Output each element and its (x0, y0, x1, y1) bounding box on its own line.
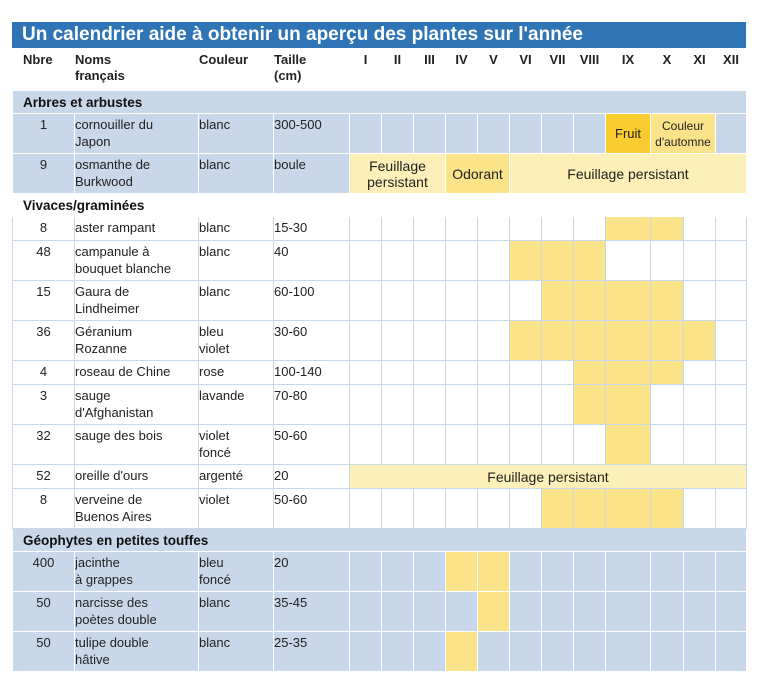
cell-nom (75, 552, 199, 592)
table-row (13, 592, 747, 632)
bloom-cell (606, 281, 651, 321)
month-cell (414, 281, 446, 321)
couleur-line2: foncé (199, 445, 231, 460)
nom-line2: Buenos Aires (75, 509, 152, 524)
bloom-cell (606, 425, 651, 465)
cell-nbre: 48 (13, 241, 75, 281)
month-cell (606, 241, 651, 281)
month-cell (606, 592, 651, 632)
cell-nbre: 3 (13, 385, 75, 425)
month-cell (510, 361, 542, 385)
nom-line1: jacinthe (75, 555, 120, 570)
month-cell (382, 361, 414, 385)
month-cell (542, 217, 574, 241)
month-cell (446, 321, 478, 361)
month-cell (446, 114, 478, 154)
month-cell (716, 385, 747, 425)
month-cell (651, 552, 684, 592)
month-header: VI (510, 49, 542, 91)
cell-couleur (199, 552, 274, 592)
cell-nbre: 4 (13, 361, 75, 385)
month-cell (446, 241, 478, 281)
month-cell (651, 632, 684, 672)
month-cell (716, 552, 747, 592)
nom-line1: narcisse des (75, 595, 148, 610)
nom-line1: verveine de (75, 492, 143, 507)
table-row (13, 465, 747, 489)
month-cell (350, 425, 382, 465)
bloom-cell (574, 489, 606, 529)
section-label: Arbres et arbustes (13, 91, 747, 114)
month-cell (574, 425, 606, 465)
nom-line2: bouquet blanche (75, 261, 172, 276)
month-cell (350, 552, 382, 592)
month-cell (414, 489, 446, 529)
month-cell (478, 281, 510, 321)
month-cell (684, 361, 716, 385)
table-row (13, 632, 747, 672)
month-header: IV (446, 49, 478, 91)
header-nbre: Nbre (13, 49, 75, 91)
month-cell (478, 217, 510, 241)
table-row (13, 321, 747, 361)
month-cell (684, 385, 716, 425)
bloom-cell (446, 552, 478, 592)
evergreen-line1: Feuillage (369, 157, 426, 174)
nom-line2: poètes double (75, 612, 157, 627)
bloom-cell (478, 592, 510, 632)
cell-nbre: 8 (13, 217, 75, 241)
section-header (13, 194, 747, 217)
cell-couleur: blanc (199, 154, 274, 194)
bloom-cell (606, 489, 651, 529)
month-cell (684, 425, 716, 465)
cell-taille: 300-500 (274, 114, 350, 154)
evergreen-band (350, 154, 446, 194)
month-header: III (414, 49, 446, 91)
cell-couleur (199, 321, 274, 361)
month-cell (382, 114, 414, 154)
bloom-cell (574, 281, 606, 321)
cell-nom (75, 592, 199, 632)
month-cell (350, 361, 382, 385)
cell-taille: 30-60 (274, 321, 350, 361)
nom-line1: Géranium (75, 324, 133, 339)
cell-taille: 35-45 (274, 592, 350, 632)
bloom-cell (651, 321, 684, 361)
month-cell (510, 425, 542, 465)
bloom-cell (542, 281, 574, 321)
cell-couleur (199, 425, 274, 465)
month-cell (542, 361, 574, 385)
month-cell (651, 241, 684, 281)
cell-taille: 50-60 (274, 489, 350, 529)
month-cell (478, 632, 510, 672)
bloom-cell (606, 361, 651, 385)
cell-taille: 20 (274, 465, 350, 489)
cell-taille: 70-80 (274, 385, 350, 425)
cell-nom: aster rampant (75, 217, 199, 241)
bloom-cell (651, 361, 684, 385)
month-cell (542, 592, 574, 632)
month-cell (446, 489, 478, 529)
month-cell (382, 632, 414, 672)
table-row (13, 361, 747, 385)
header-taille-line1: Taille (274, 52, 307, 67)
cell-couleur: blanc (199, 241, 274, 281)
bloom-cell (574, 361, 606, 385)
month-cell (574, 217, 606, 241)
cell-taille: 40 (274, 241, 350, 281)
table-row (13, 489, 747, 529)
month-cell (542, 425, 574, 465)
month-cell (446, 281, 478, 321)
cell-nom (75, 281, 199, 321)
cell-nbre: 8 (13, 489, 75, 529)
month-header: VIII (574, 49, 606, 91)
nom-line1: campanule à (75, 244, 150, 259)
bloom-cell (606, 321, 651, 361)
month-cell (510, 114, 542, 154)
evergreen-line2: persistant (367, 173, 428, 190)
cell-nbre: 400 (13, 552, 75, 592)
month-cell (684, 592, 716, 632)
month-cell (446, 385, 478, 425)
month-cell (478, 321, 510, 361)
cell-nom: sauge des bois (75, 425, 199, 465)
page-title: Un calendrier aide à obtenir un aperçu des plantes sur l'année (12, 22, 746, 48)
month-cell (446, 361, 478, 385)
month-cell (446, 592, 478, 632)
month-cell (446, 217, 478, 241)
month-cell (350, 632, 382, 672)
cell-nom (75, 321, 199, 361)
cell-nom (75, 154, 199, 194)
bloom-cell (684, 321, 716, 361)
nom-line2: Japon (75, 134, 111, 149)
month-cell (606, 552, 651, 592)
fruit-band: Fruit (606, 114, 651, 154)
nom-line1: sauge (75, 388, 111, 403)
bloom-cell (574, 241, 606, 281)
nom-line2: Burkwood (75, 174, 133, 189)
month-cell (414, 385, 446, 425)
section-label: Géophytes en petites touffes (13, 529, 747, 552)
cell-nbre: 9 (13, 154, 75, 194)
fragrant-band: Odorant (446, 154, 510, 194)
month-cell (414, 217, 446, 241)
month-cell (651, 385, 684, 425)
table-row (13, 552, 747, 592)
month-cell (542, 114, 574, 154)
month-cell (684, 217, 716, 241)
month-cell (414, 321, 446, 361)
month-cell (542, 632, 574, 672)
month-header: VII (542, 49, 574, 91)
cell-nbre: 36 (13, 321, 75, 361)
month-cell (382, 217, 414, 241)
nom-line1: Gaura de (75, 284, 130, 299)
month-cell (684, 241, 716, 281)
bloom-cell (651, 217, 684, 241)
table-row (13, 241, 747, 281)
nom-line1: cornouiller du (75, 117, 154, 132)
month-cell (478, 114, 510, 154)
cell-nbre: 50 (13, 592, 75, 632)
month-cell (510, 592, 542, 632)
month-cell (716, 489, 747, 529)
cell-taille: 25-35 (274, 632, 350, 672)
cell-nom (75, 632, 199, 672)
bloom-cell (542, 489, 574, 529)
month-cell (606, 632, 651, 672)
month-cell (651, 425, 684, 465)
header-row (13, 49, 747, 91)
header-couleur: Couleur (199, 49, 274, 91)
cell-couleur: violet (199, 489, 274, 529)
month-cell (478, 241, 510, 281)
autumn-color-line2: d'automne (655, 134, 711, 149)
month-cell (446, 425, 478, 465)
plant-calendar-table (12, 48, 747, 672)
month-cell (382, 552, 414, 592)
nom-line1: osmanthe de (75, 157, 151, 172)
cell-taille: 100-140 (274, 361, 350, 385)
month-header: XII (716, 49, 747, 91)
month-cell (716, 425, 747, 465)
cell-couleur: blanc (199, 632, 274, 672)
header-taille (274, 49, 350, 91)
month-cell (716, 217, 747, 241)
month-header: II (382, 49, 414, 91)
nom-line2: d'Afghanistan (75, 405, 154, 420)
month-cell (542, 552, 574, 592)
month-cell (716, 321, 747, 361)
month-cell (510, 552, 542, 592)
cell-nbre: 15 (13, 281, 75, 321)
cell-nom (75, 385, 199, 425)
cell-couleur: rose (199, 361, 274, 385)
month-header: XI (684, 49, 716, 91)
couleur-line1: violet (199, 428, 230, 443)
couleur-line1: bleu (199, 555, 224, 570)
couleur-line2: foncé (199, 572, 231, 587)
cell-couleur: blanc (199, 114, 274, 154)
cell-nom: roseau de Chine (75, 361, 199, 385)
table-row (13, 385, 747, 425)
bloom-cell (651, 489, 684, 529)
month-header: I (350, 49, 382, 91)
month-cell (716, 281, 747, 321)
month-cell (350, 281, 382, 321)
month-cell (574, 632, 606, 672)
cell-couleur: argenté (199, 465, 274, 489)
bloom-cell (606, 385, 651, 425)
evergreen-band-long: Feuillage persistant (510, 154, 747, 194)
section-label: Vivaces/graminées (13, 194, 747, 217)
month-cell (574, 552, 606, 592)
cell-nom: oreille d'ours (75, 465, 199, 489)
month-cell (382, 592, 414, 632)
month-header: IX (606, 49, 651, 91)
month-cell (382, 425, 414, 465)
table-row (13, 114, 747, 154)
cell-couleur: lavande (199, 385, 274, 425)
couleur-line1: bleu (199, 324, 224, 339)
nom-line2: Rozanne (75, 341, 128, 356)
month-cell (684, 281, 716, 321)
month-cell (414, 632, 446, 672)
cell-nbre: 50 (13, 632, 75, 672)
couleur-line2: violet (199, 341, 230, 356)
evergreen-band-full: Feuillage persistant (350, 465, 747, 489)
bloom-cell (542, 321, 574, 361)
month-cell (382, 385, 414, 425)
month-cell (684, 552, 716, 592)
month-cell (414, 114, 446, 154)
bloom-cell (606, 217, 651, 241)
month-cell (382, 281, 414, 321)
cell-taille: 15-30 (274, 217, 350, 241)
month-cell (414, 592, 446, 632)
section-header (13, 529, 747, 552)
section-header (13, 91, 747, 114)
month-cell (716, 632, 747, 672)
month-cell (510, 217, 542, 241)
nom-line2: Lindheimer (75, 301, 140, 316)
bloom-cell (446, 632, 478, 672)
header-noms-line2: français (75, 68, 125, 83)
month-cell (478, 425, 510, 465)
month-cell (478, 385, 510, 425)
cell-nbre: 1 (13, 114, 75, 154)
bloom-cell (574, 385, 606, 425)
nom-line2: hâtive (75, 652, 110, 667)
month-cell (350, 114, 382, 154)
month-cell (510, 632, 542, 672)
cell-taille: 50-60 (274, 425, 350, 465)
cell-couleur: blanc (199, 281, 274, 321)
autumn-color-line1: Couleur (661, 118, 705, 133)
month-cell (716, 241, 747, 281)
month-cell (350, 321, 382, 361)
month-cell (414, 552, 446, 592)
month-cell (574, 592, 606, 632)
bloom-cell (478, 552, 510, 592)
cell-taille: 60-100 (274, 281, 350, 321)
table-row (13, 217, 747, 241)
cell-nom (75, 489, 199, 529)
month-cell (684, 489, 716, 529)
month-cell (382, 321, 414, 361)
table-row (13, 281, 747, 321)
cell-nom (75, 241, 199, 281)
month-cell (414, 425, 446, 465)
bloom-cell (510, 241, 542, 281)
month-cell (542, 385, 574, 425)
table-row (13, 425, 747, 465)
month-header: V (478, 49, 510, 91)
month-cell (684, 632, 716, 672)
bloom-cell (510, 321, 542, 361)
month-cell (510, 281, 542, 321)
month-cell (350, 489, 382, 529)
table-row (13, 154, 747, 194)
bloom-cell (651, 281, 684, 321)
cell-couleur: blanc (199, 592, 274, 632)
cell-nbre: 32 (13, 425, 75, 465)
header-taille-line2: (cm) (274, 68, 302, 83)
month-cell (350, 592, 382, 632)
cell-couleur: blanc (199, 217, 274, 241)
month-cell (350, 217, 382, 241)
month-cell (350, 241, 382, 281)
cell-nom (75, 114, 199, 154)
cell-nbre: 52 (13, 465, 75, 489)
month-cell (510, 385, 542, 425)
month-cell (414, 361, 446, 385)
cell-taille: boule (274, 154, 350, 194)
autumn-color-band (651, 114, 716, 154)
bloom-cell (542, 241, 574, 281)
header-noms (75, 49, 199, 91)
month-cell (574, 114, 606, 154)
month-cell (382, 241, 414, 281)
month-cell (414, 241, 446, 281)
month-cell (716, 361, 747, 385)
calendar-page (12, 22, 746, 672)
nom-line2: à grappes (75, 572, 133, 587)
month-cell (478, 361, 510, 385)
cell-taille: 20 (274, 552, 350, 592)
header-noms-line1: Noms (75, 52, 112, 67)
month-cell (350, 385, 382, 425)
bloom-cell (574, 321, 606, 361)
month-cell (382, 489, 414, 529)
month-cell (716, 114, 747, 154)
nom-line1: tulipe double (75, 635, 149, 650)
month-cell (651, 592, 684, 632)
month-cell (478, 489, 510, 529)
month-cell (716, 592, 747, 632)
month-cell (510, 489, 542, 529)
month-header: X (651, 49, 684, 91)
